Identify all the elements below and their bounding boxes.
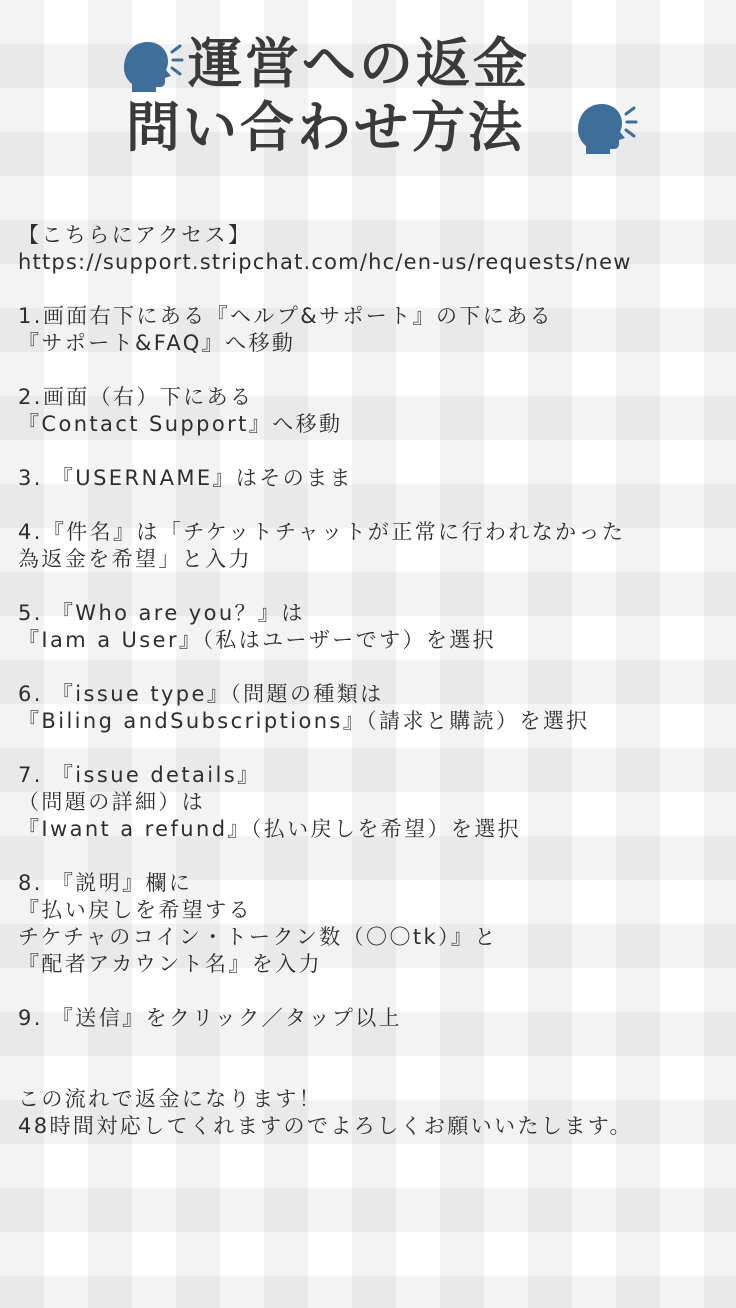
closing-message: この流れで返金になります！ 48時間対応してくれますのでよろしくお願いいたします。: [18, 1087, 633, 1138]
step-7: 7. 『issue details』 （問題の詳細）は 『Iwant a refund』（払い戻しを希望）を選択: [18, 763, 522, 841]
step-5: 5. 『Who are you？』は 『Iam a User』（私はユーザーです）を選択: [18, 601, 497, 652]
instructions: [18, 222, 734, 1140]
step-9: 9. 『送信』をクリック／タップ以上: [18, 1006, 403, 1030]
step-6: 6. 『issue type』（問題の種類は 『Biling andSubscriptions』（請求と購読）を選択: [18, 682, 590, 733]
access-header: 【こちらにアクセス】: [18, 223, 252, 247]
step-2: 2.画面（右）下にある 『Contact Support』へ移動: [18, 385, 343, 436]
step-8: 8. 『説明』欄に 『払い戻しを希望する チケチャのコイン・トークン数（〇〇tk）』と 『配者アカウント名』を入力: [18, 871, 498, 976]
page-title-line-2: 問い合わせ方法: [126, 96, 525, 159]
speaking-head-icon: [572, 100, 638, 156]
title-area: [0, 28, 736, 168]
step-3: 3. 『USERNAME』はそのまま: [18, 466, 353, 490]
page-title-line-1: 運営への返金: [188, 32, 530, 95]
support-url[interactable]: https://support.stripchat.com/hc/en-us/requests/new: [18, 250, 632, 274]
step-4: 4.『件名』は「チケットチャットが正常に行われなかった 為返金を希望」と入力: [18, 520, 626, 571]
step-1: 1.画面右下にある『ヘルプ&サポート』の下にある 『サポート&FAQ』へ移動: [18, 304, 554, 355]
speaking-head-icon: [118, 38, 184, 94]
